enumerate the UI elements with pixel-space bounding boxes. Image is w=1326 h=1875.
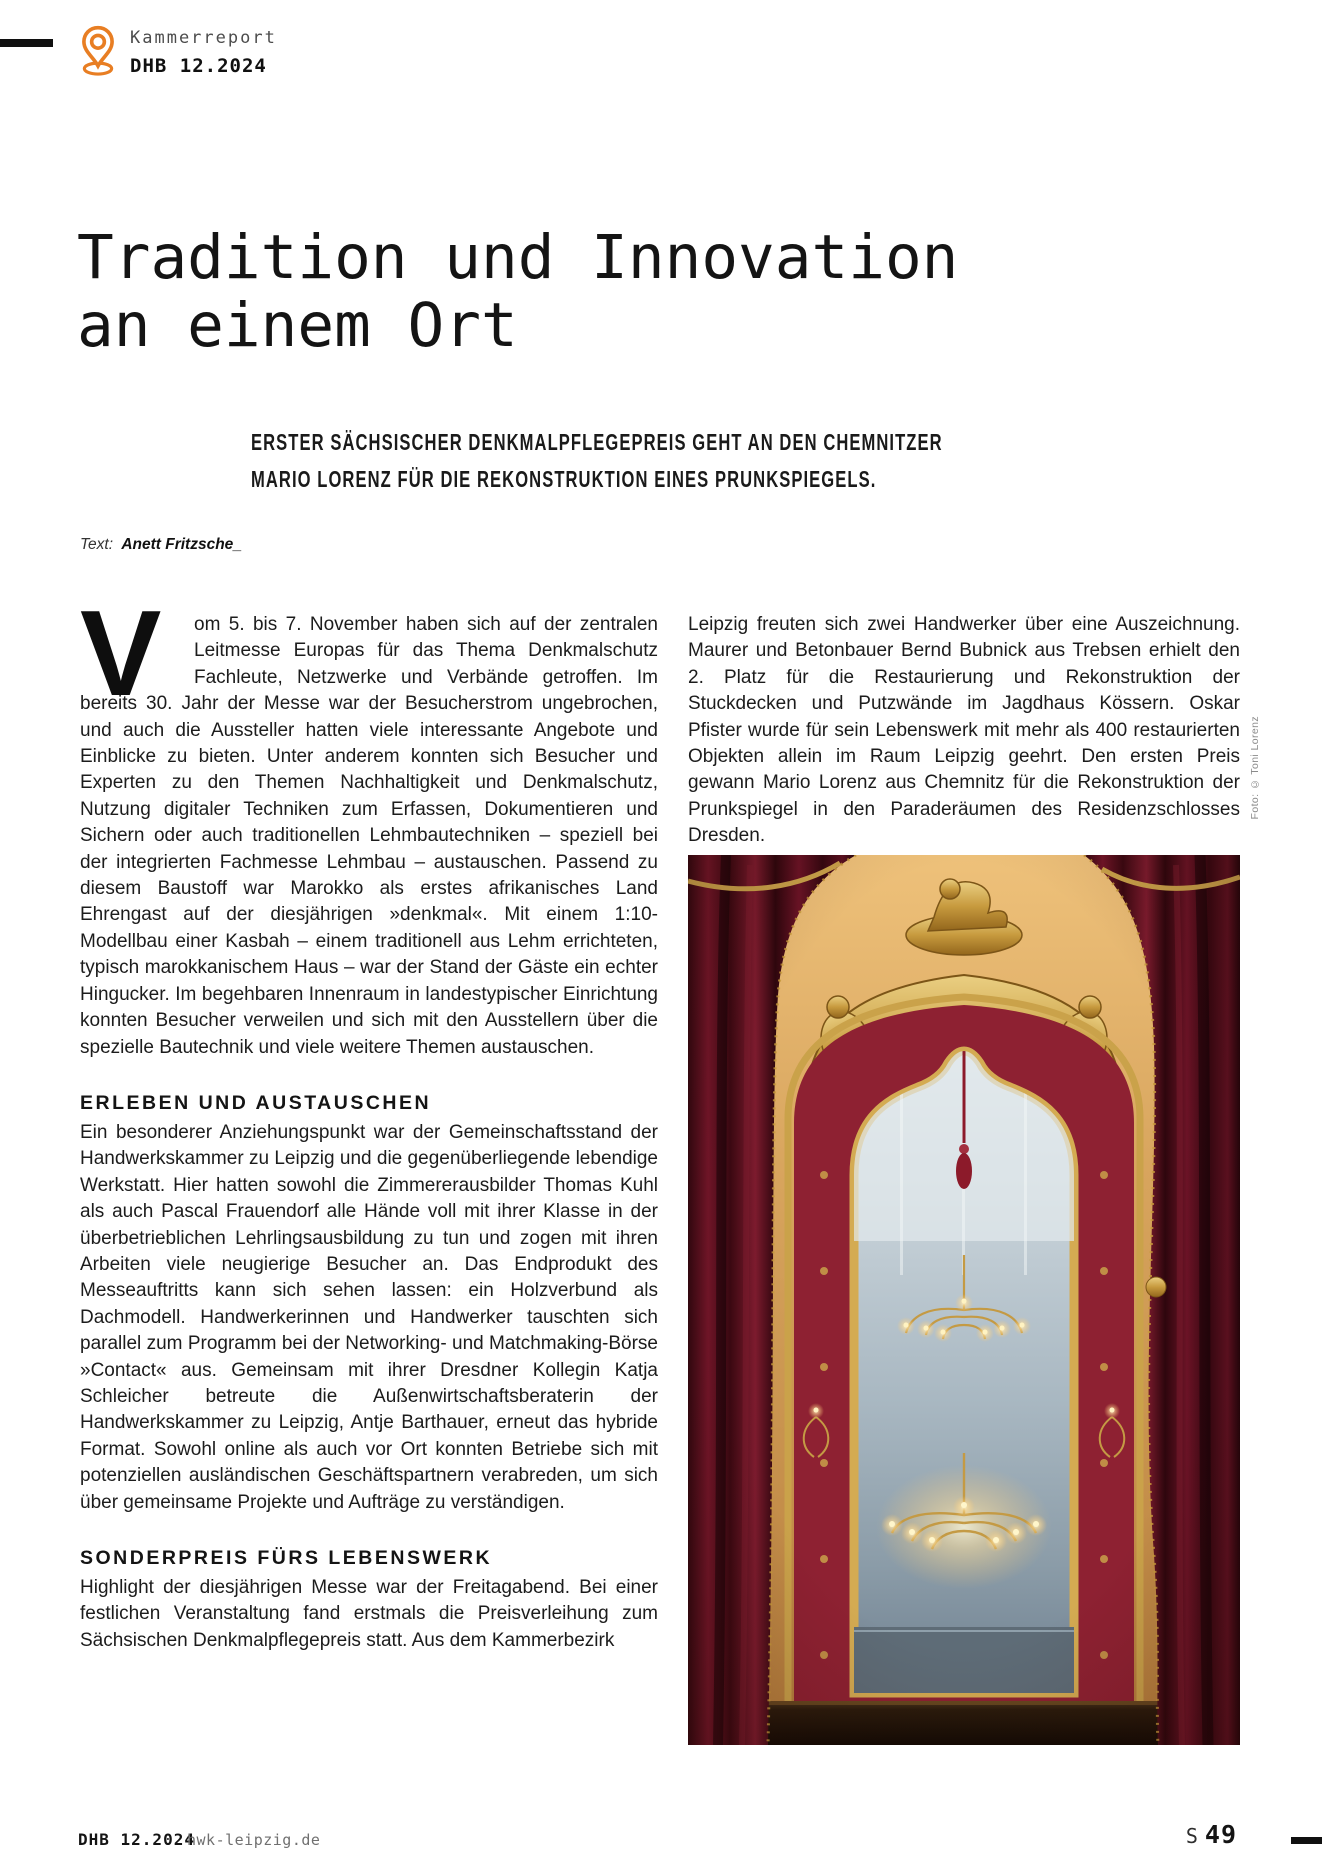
section1-paragraph: Ein besonderer Anziehungspunkt war der Gemeinschaftsstand der Handwerkskammer zu Leipzig und die gegenüberliegende lebendige Werkstatt. Hier hatten sowohl die Zimmererausbilder Thomas Kuhl als auch Pascal Frauendorf alle Hände voll mit ihrer Klasse in der überbetrieblichen Lehrlingsausbildung zu tun und zogen mit ihren Arbeiten viele neugierige Besucher an. Das Endprodukt des Messeauftritts kann sich sehen lassen: ein Holzverbund als Dachmodell. Handwerkerinnen und Handwerker tauschten sich parallel zum Programm bei der Networking- und Matchmaking-Börse »Contact« aus. Gemeinsam mit ihrer Dresdner Kollegin Katja Schleicher betreute die Außenwirtschaftsberaterin der Handwerkskammer zu Leipzig, Antje Barthauer, erneut das hybride Format. Sowohl online als auch vor Ort konnten Betriebe sich mit potenziellen ausländischen Geschäftspartnern verabreden, um sich über gemeinsame Projekte und Aufträge zu verständigen. xyxy=(80,1121,658,1513)
deck-line-1: ERSTER SÄCHSISCHER DENKMALPFLEGEPREIS GEHT AN DEN CHEMNITZER xyxy=(251,429,943,455)
brand-text xyxy=(130,20,277,77)
page-header xyxy=(78,20,277,81)
page-label: S xyxy=(1185,1824,1198,1848)
top-left-rule xyxy=(0,39,53,47)
title-line-1: Tradition und Innovation xyxy=(77,222,959,293)
location-pin-icon xyxy=(78,23,118,81)
photo-credit: Foto: © Toni Lorenz xyxy=(1249,716,1261,820)
article-title xyxy=(77,224,958,360)
article-photo xyxy=(688,855,1240,1745)
section-heading-2: SONDERPREIS FÜRS LEBENSWERK xyxy=(80,1547,493,1569)
left-column xyxy=(80,585,658,1654)
footer-page-number xyxy=(1186,1820,1237,1849)
section-heading-1: ERLEBEN UND AUSTAUSCHEN xyxy=(80,1091,432,1114)
dropcap: V xyxy=(80,585,158,721)
byline xyxy=(80,536,242,554)
byline-label: Text: xyxy=(80,536,114,553)
title-line-2: an einem Ort xyxy=(77,290,518,361)
footer-website: hwk-leipzig.de xyxy=(187,1831,321,1849)
vignette xyxy=(688,855,1240,1745)
issue-label: DHB 12.2024 xyxy=(130,55,267,77)
right-column-paragraph: Leipzig freuten sich zwei Handwerker über eine Auszeichnung. Maurer und Betonbauer Bernd Bubnick aus Trebsen erhielt den 2. Platz für die Restaurierung und Rekonstruktion der Stuckdecken und Putzwände im Jagdhaus Kössern. Oskar Pfister wurde für sein Lebenswerk mit mehr als 400 restaurierten Objekten allein im Raum Leipzig geehrt. Den ersten Preis gewann Mario Lorenz aus Chemnitz für die Rekonstruktion der Prunkspiegel in den Paraderäumen des Residenzschlosses Dresden. xyxy=(688,614,1240,847)
bottom-right-rule xyxy=(1291,1837,1322,1844)
page-number: 49 xyxy=(1204,1820,1237,1849)
byline-author: Anett Fritzsche_ xyxy=(121,536,242,553)
prunkspiegel-photo-illustration xyxy=(688,855,1240,1745)
intro-paragraph: om 5. bis 7. November haben sich auf der zentralen Leitmesse Europas für das Thema Denkmalschutz Fachleute, Netzwerke und Verbände getroffen. Im bereits 30. Jahr der Messe war der Besucherstrom ungebrochen, und auch die Aussteller hatten viele interessante Angebote und Einblicke zu bieten. Unter anderem konnten sich Besucher und Experten zu den Themen Nachhaltigkeit und Denkmalschutz, Nutzung digitaler Techniken zum Erfassen, Dokumentieren und Sichern oder auch traditionellen Lehmbautechniken – speziell bei der integrierten Fachmesse Lehmbau – austauschen. Passend zu diesem Baustoff war Marokko als erstes afrikanisches Land Ehrengast auf der diesjährigen »denkmal«. Mit einem 1:10-Modellbau einer Kasbah – einem traditionell aus Lehm errichteten, typisch marokkanischem Haus – war der Stand der Gäste ein echter Hingucker. Im begehbaren Innenraum in landestypischer Einrichtung konnten Besucher verweilen und sich mit den Ausstellern über die spezielle Bautechnik und viele weitere Themen austauschen. xyxy=(80,614,658,1058)
right-column xyxy=(688,612,1240,850)
section-label: Kammerreport xyxy=(130,28,277,48)
section2-paragraph: Highlight der diesjährigen Messe war der Freitagabend. Bei einer festlichen Veranstaltung fand erstmals die Preisverleihung zum Sächsischen Denkmalpflegepreis statt. Aus dem Kammerbezirk xyxy=(80,1577,658,1651)
article-deck xyxy=(251,424,943,498)
footer-issue: DHB 12.2024 xyxy=(78,1830,195,1849)
deck-line-2: MARIO LORENZ FÜR DIE REKONSTRUKTION EINES PRUNKSPIEGELS. xyxy=(251,466,877,492)
